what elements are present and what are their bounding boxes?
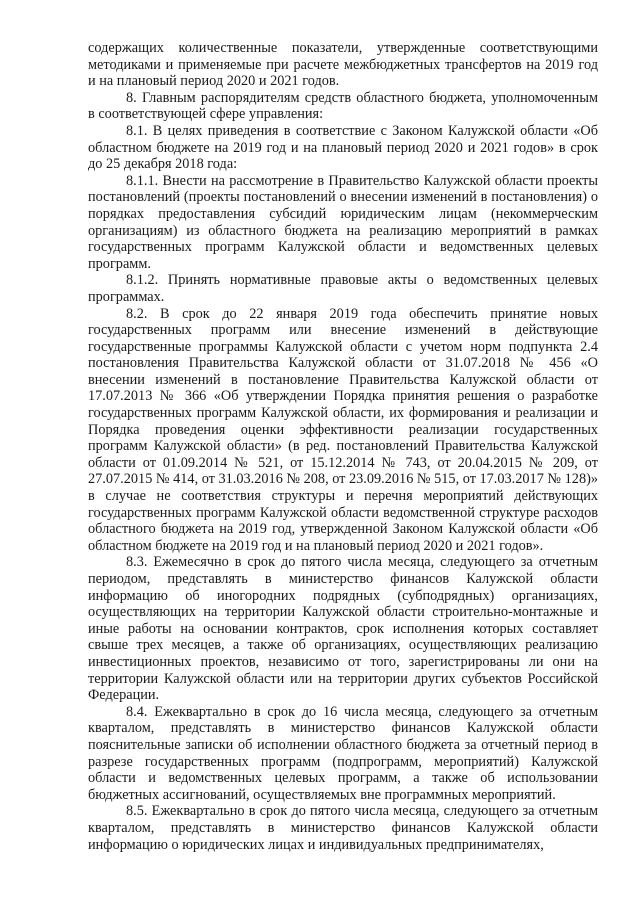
- paragraph-item-8-5: 8.5. Ежеквартально в срок до пятого числа месяца, следующего за отчетным кварталом, представлять в министерство финансов Калужской области информацию о юридических лицах и индивидуальных предпринимателях,: [88, 803, 598, 853]
- paragraph-item-8-2: 8.2. В срок до 22 января 2019 года обеспечить принятие новых государственных программ или внесение изменений в действующие государственные программы Калужской области с учетом норм подпункта 2.4 постановления Правительства Калужской области от 31.07.2018 № 456 «О внесении изменений в постановление Правительства Калужской области от 17.07.2013 № 366 «Об утверждении Порядка принятия решения о разработке государственных программ Калужской области, их формирования и реализации и Порядка проведения оценки эффективности реализации государственных программ Калужской области» (в ред. постановлений Правительства Калужской области от 01.09.2014 № 521, от 15.12.2014 № 743, от 20.04.2015 № 209, от 27.07.2015 № 414, от 31.03.2016 № 208, от 23.09.2016 № 515, от 17.03.2017 № 128)» в случае не соответствия структуры и перечня мероприятий действующих государственных программ Калужской области ведомственной структуре расходов областного бюджета на 2019 год, утвержденной Законом Калужской области «Об областном бюджете на 2019 год и на плановый период 2020 и 2021 годов».: [88, 305, 598, 554]
- paragraph-item-8-1-2: 8.1.2. Принять нормативные правовые акты о ведомственных целевых программах.: [88, 272, 598, 305]
- paragraph-item-8-1: 8.1. В целях приведения в соответствие с Законом Калужской области «Об областном бюджете на 2019 год и на плановый период 2020 и 2021 годов» в срок до 25 декабря 2018 года:: [88, 122, 598, 173]
- document-page: [88, 40, 598, 853]
- paragraph-item-8-4: 8.4. Ежеквартально в срок до 16 числа месяца, следующего за отчетным кварталом, представлять в министерство финансов Калужской области пояснительные записки об исполнении областного бюджета за отчетный период в разрезе государственных программ (подпрограмм, мероприятий) Калужской области и ведомственных целевых программ, а также об использовании бюджетных ассигнований, осуществляемых вне программных мероприятий.: [88, 703, 598, 803]
- paragraph-item-8-3: 8.3. Ежемесячно в срок до пятого числа месяца, следующего за отчетным периодом, представлять в министерство финансов Калужской области информацию об иногородних подрядных (субподрядных) организациях, осуществляющих на территории Калужской области строительно-монтажные и иные работы на основании контрактов, срок исполнения которых составляет свыше трех месяцев, а также об организациях, осуществляющих реализацию инвестиционных проектов, независимо от того, зарегистрированы ли они на территории Калужской области или на территории других субъектов Российской Федерации.: [88, 554, 598, 704]
- paragraph-item-8: 8. Главным распорядителям средств областного бюджета, уполномоченным в соответствующей сфере управления:: [88, 89, 598, 123]
- paragraph-item-8-1-1: 8.1.1. Внести на рассмотрение в Правительство Калужской области проекты постановлений (проекты постановлений о внесении изменений в постановления) о порядках предоставления субсидий юридическим лицам (некоммерческим организациям) из областного бюджета на реализацию мероприятий в рамках государственных программ Калужской области и ведомственных целевых программ.: [88, 172, 598, 272]
- paragraph-continuation: содержащих количественные показатели, утвержденные соответствующими методиками и применяемые при расчете межбюджетных трансфертов на 2019 год и на плановый период 2020 и 2021 годов.: [88, 40, 598, 90]
